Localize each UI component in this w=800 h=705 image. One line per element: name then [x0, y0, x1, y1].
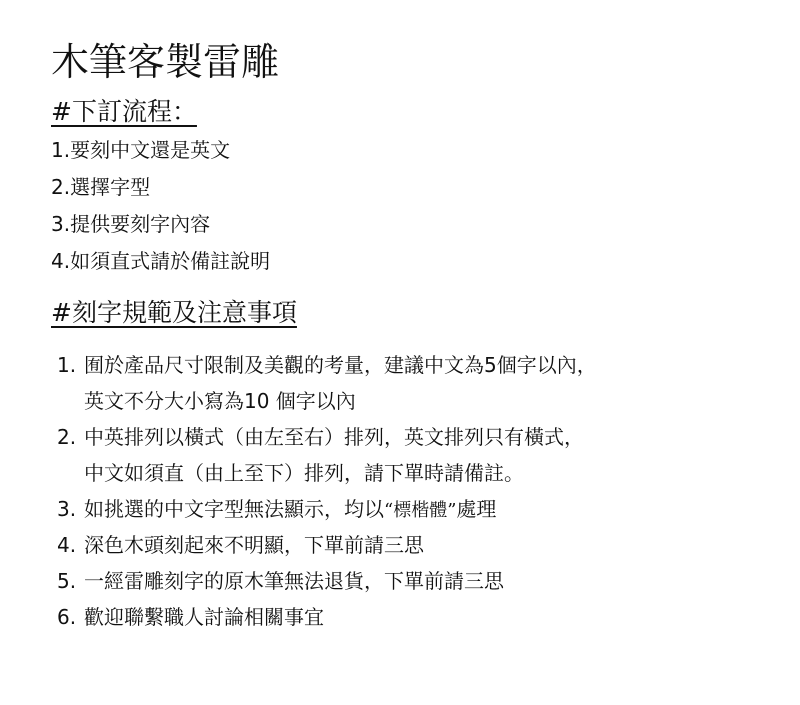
rule-number: 3.	[57, 497, 77, 521]
rule-line	[57, 599, 597, 635]
rule-number: 5.	[57, 569, 77, 593]
rule-number: 1.	[57, 353, 77, 377]
rule-text-suffix: 處理	[456, 497, 497, 521]
rule-number: 6.	[57, 605, 77, 629]
order-step: 3.提供要刻字內容	[51, 212, 211, 236]
rule-line	[57, 347, 597, 383]
rule-text: 中英排列以橫式（由左至右）排列，英文排列只有橫式，	[84, 425, 584, 449]
order-step: 4.如須直式請於備註說明	[51, 249, 271, 273]
rule-text: 一經雷雕刻字的原木筆無法退貨，下單前請三思	[84, 569, 504, 593]
page-title: 木筆客製雷雕	[51, 40, 280, 84]
rule-line	[57, 527, 597, 563]
rule-item	[57, 563, 597, 599]
rule-number: 4.	[57, 533, 77, 557]
order-process-heading: #下訂流程：	[51, 97, 197, 126]
order-step: 1.要刻中文還是英文	[51, 138, 231, 162]
rule-line-continuation: 英文不分大小寫為10 個字以內	[84, 389, 356, 413]
rule-item	[57, 347, 597, 419]
rule-item	[57, 599, 597, 635]
rule-line	[57, 419, 597, 455]
rule-number: 2.	[57, 425, 77, 449]
order-step: 2.選擇字型	[51, 175, 151, 199]
rule-line-continuation: 中文如須直（由上至下）排列，請下單時請備註。	[84, 461, 524, 485]
rule-text: 如挑選的中文字型無法顯示，均以	[84, 497, 384, 521]
order-process-list	[51, 132, 270, 280]
rule-item	[57, 527, 597, 563]
font-name-quote: “標楷體”	[384, 500, 457, 521]
rule-text: 囿於產品尺寸限制及美觀的考量，建議中文為5個字以內，	[84, 353, 597, 377]
rule-line	[57, 491, 597, 527]
rule-item	[57, 419, 597, 491]
engraving-rules-heading: #刻字規範及注意事項	[51, 298, 297, 327]
rule-item	[57, 491, 597, 527]
engraving-rules-list	[57, 347, 597, 635]
rule-text: 深色木頭刻起來不明顯，下單前請三思	[84, 533, 424, 557]
rule-text: 歡迎聯繫職人討論相關事宜	[84, 605, 324, 629]
rule-line	[57, 563, 597, 599]
